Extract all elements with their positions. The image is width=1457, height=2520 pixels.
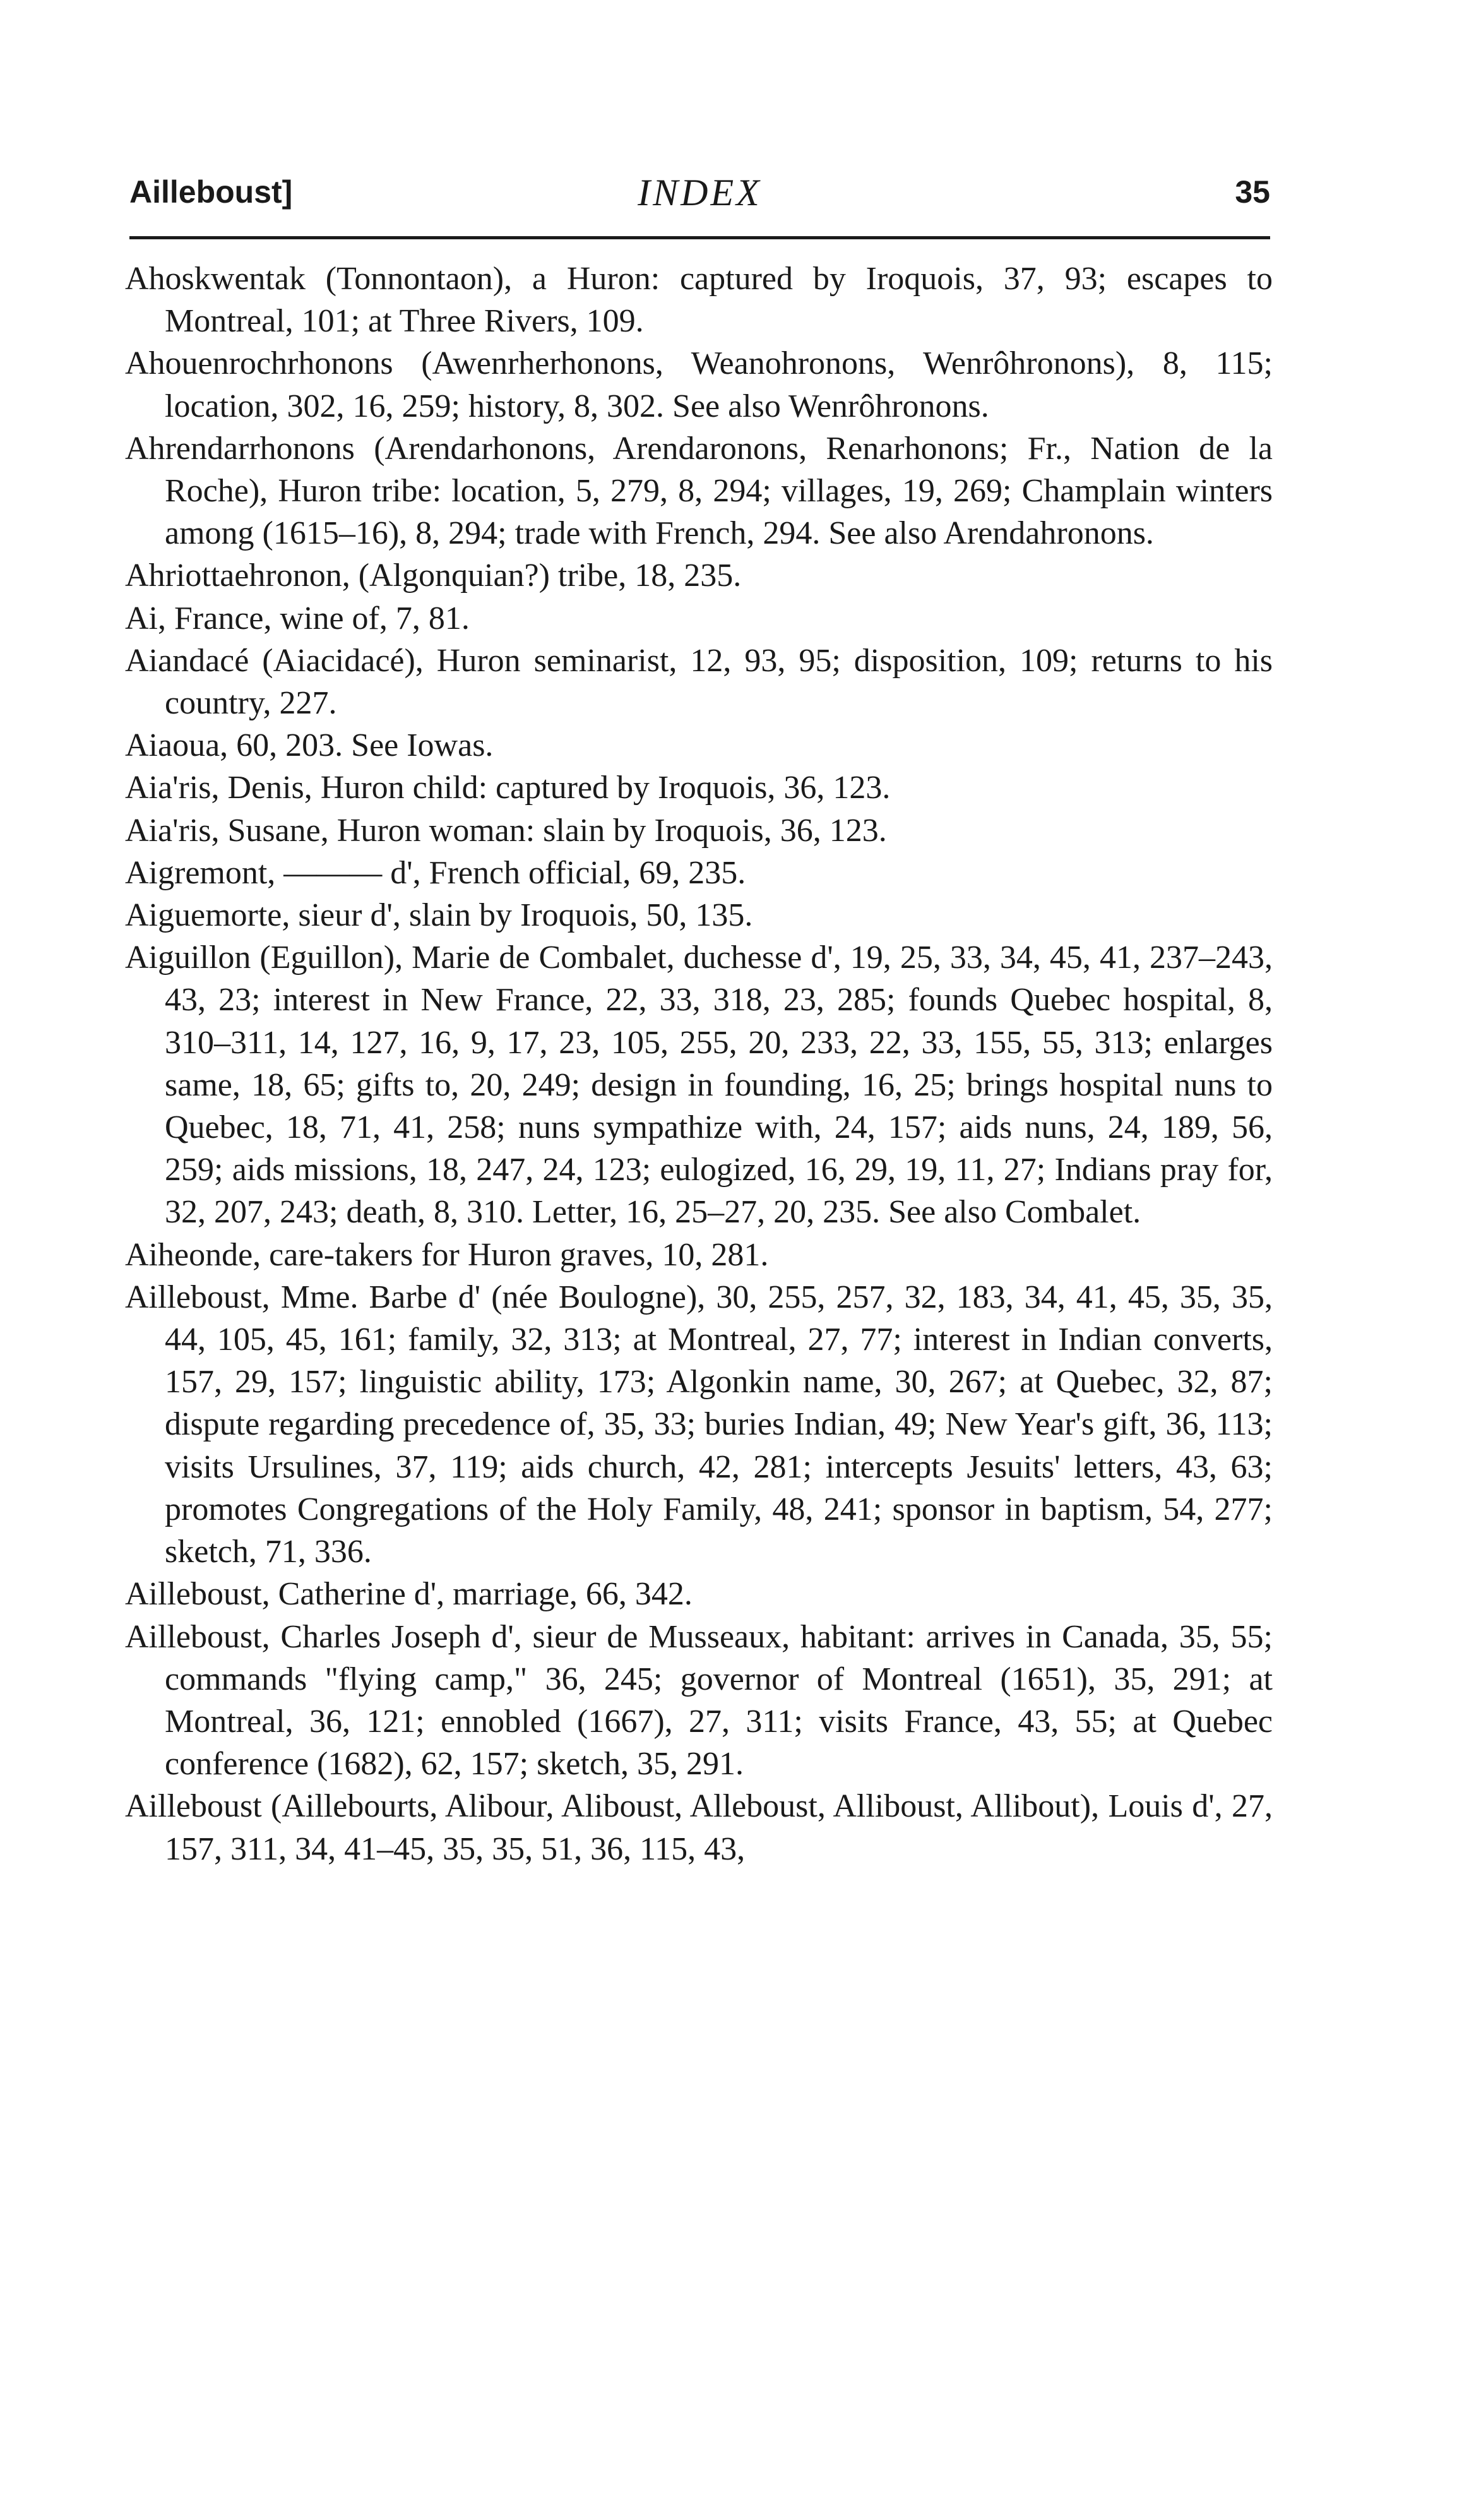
index-entry: Ailleboust, Charles Joseph d', sieur de Musseaux, habitant: arrives in Canada, 35, 55; commands "flying camp," 36, 245; governor of Montreal (1651), 35, 291; at Montreal, 36, 121; ennobled (1667), 27, 311; visits France, 43, 55; at Quebec conference (1682), 62, 157; sketch, 35, 291. <box>125 1618 1273 1783</box>
index-entry: Ailleboust, Mme. Barbe d' (née Boulogne), 30, 255, 257, 32, 183, 34, 41, 45, 35, 35, 44, 105, 45, 161; family, 32, 313; at Montreal, 27, 77; interest in Indian converts, 157, 29, 157; linguistic ability, 173; Algonkin name, 30, 267; at Quebec, 32, 87; dispute regarding precedence of, 35, 33; buries Indian, 49; New Year's gift, 36, 113; visits Ursulines, 37, 119; aids church, 42, 281; intercepts Jesuits' letters, 43, 63; promotes Congregations of the Holy Family, 48, 241; sponsor in baptism, 54, 277; sketch, 71, 336. <box>125 1279 1273 1570</box>
index-entry: Ailleboust (Aillebourts, Alibour, Aliboust, Alleboust, Alliboust, Allibout), Louis d', 27, 157, 311, 34, 41–45, 35, 35, 51, 36, 115, 43, <box>125 1788 1273 1867</box>
index-entry: Aia'ris, Denis, Huron child: captured by Iroquois, 36, 123. <box>125 770 891 806</box>
index-entry: Ahriottaehronon, (Algonquian?) tribe, 18, 235. <box>125 558 742 594</box>
index-entry: Ahoskwentak (Tonnontaon), a Huron: captured by Iroquois, 37, 93; escapes to Montreal, 101; at Three Rivers, 109. <box>125 261 1273 340</box>
index-entry: Aiguemorte, sieur d', slain by Iroquois, 50, 135. <box>125 897 753 934</box>
page-number: 35 <box>1235 174 1270 210</box>
index-entry: Aigremont, ——— d', French official, 69, 235. <box>125 854 746 891</box>
header-range-label: Ailleboust] <box>129 174 293 210</box>
header-rule <box>129 236 1270 239</box>
index-entry: Ailleboust, Catherine d', marriage, 66, 342. <box>125 1576 693 1613</box>
index-entry: Ai, France, wine of, 7, 81. <box>125 600 470 636</box>
running-header <box>129 167 1270 218</box>
index-entry: Aiguillon (Eguillon), Marie de Combalet, duchesse d', 19, 25, 33, 34, 45, 41, 237–243, 43, 23; interest in New France, 22, 33, 318, 23, 285; founds Quebec hospital, 8, 310–311, 14, 127, 16, 9, 17, 23, 105, 255, 20, 233, 22, 33, 155, 55, 313; enlarges same, 18, 65; gifts to, 20, 249; design in founding, 16, 25; brings hospital nuns to Quebec, 18, 71, 41, 258; nuns sympathize with, 24, 157; aids nuns, 24, 189, 56, 259; aids missions, 18, 247, 24, 123; eulogized, 16, 29, 19, 11, 27; Indians pray for, 32, 207, 243; death, 8, 310. Letter, 16, 25–27, 20, 235. See also Combalet. <box>125 940 1273 1231</box>
index-entry: Ahrendarrhonons (Arendarhonons, Arendaronons, Renarhonons; Fr., Nation de la Roche), Huron tribe: location, 5, 279, 8, 294; villages, 19, 269; Champlain winters among (1615–16), 8, 294; trade with French, 294. See also Arendahronons. <box>125 430 1273 552</box>
header-title: INDEX <box>638 172 762 213</box>
index-entry: Aia'ris, Susane, Huron woman: slain by Iroquois, 36, 123. <box>125 812 887 849</box>
index-entry: Aiandacé (Aiacidacé), Huron seminarist, 12, 93, 95; disposition, 109; returns to his country, 227. <box>125 642 1273 722</box>
index-entry: Aiheonde, care-takers for Huron graves, 10, 281. <box>125 1236 769 1273</box>
index-entries <box>125 258 1273 1870</box>
index-entry: Ahouenrochrhonons (Awenrherhonons, Weanohronons, Wenrôhronons), 8, 115; location, 302, 16, 259; history, 8, 302. See also Wenrôhronons. <box>125 345 1273 424</box>
index-entry: Aiaoua, 60, 203. See Iowas. <box>125 727 494 764</box>
